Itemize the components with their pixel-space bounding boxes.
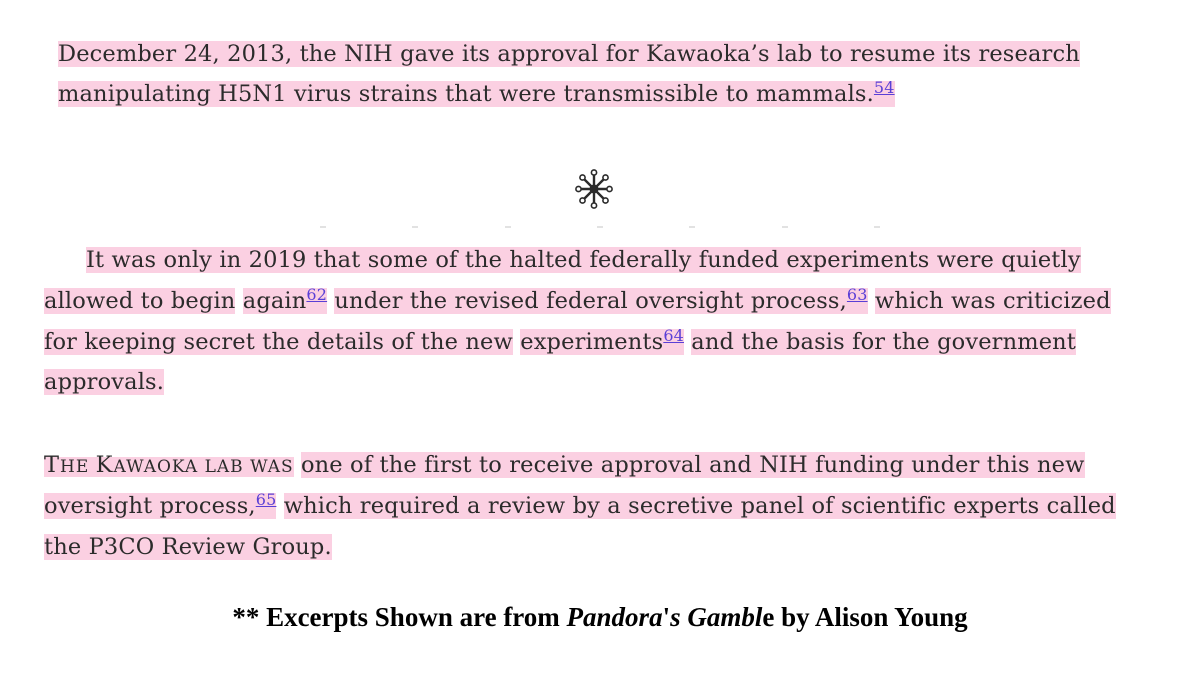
highlighted-text: experiments <box>520 329 664 355</box>
excerpt-3-line-2 <box>44 486 1116 526</box>
highlighted-text: manipulating H5N1 virus strains that were transmissible to mammals. <box>58 81 874 107</box>
footnote-link-54[interactable]: 54 <box>873 78 895 97</box>
book-title <box>670 602 762 632</box>
caption-prefix: ** Excerpts Shown are from <box>232 602 560 632</box>
book-title-apostrophe: ' <box>662 602 671 632</box>
excerpt-1-line-2 <box>58 74 895 114</box>
book-title-part: s Gambl <box>670 602 763 632</box>
footnote-link-63[interactable]: 63 <box>846 285 868 304</box>
highlight: allowed to begin <box>44 288 236 314</box>
highlight: which was criticized <box>874 288 1111 314</box>
highlight: and the basis for the government <box>691 329 1077 355</box>
asterism-ornament-icon <box>574 168 614 210</box>
highlight: approvals. <box>44 369 165 395</box>
highlight <box>520 326 684 355</box>
small-caps-initial: K <box>95 452 114 478</box>
small-caps-initial: T <box>44 452 61 478</box>
excerpt-2-line-4 <box>44 362 164 402</box>
footnote-link-62[interactable]: 62 <box>306 285 328 304</box>
book-title-end: e <box>762 602 775 632</box>
highlight <box>44 490 277 519</box>
highlight <box>334 285 868 314</box>
small-caps-text: LAB WAS <box>204 457 294 477</box>
highlight <box>58 78 895 107</box>
small-caps-text: AWAOKA <box>113 457 199 477</box>
highlight: for keeping secret the details of the new <box>44 329 513 355</box>
highlight: the P3CO Review Group. <box>44 534 332 560</box>
excerpt-2-line-1 <box>86 240 1081 280</box>
excerpt-2-line-3 <box>44 322 1076 362</box>
book-title <box>567 602 663 632</box>
excerpt-3-line-3 <box>44 527 332 567</box>
small-caps-lead-in <box>44 452 294 478</box>
book-title-part: Pandora <box>566 602 663 632</box>
footnote-link-65[interactable]: 65 <box>255 490 277 509</box>
source-caption <box>0 602 1200 633</box>
excerpt-1-line-1 <box>58 34 1080 74</box>
excerpt-3-line-1 <box>44 445 1085 485</box>
caption-author: by Alison Young <box>781 602 968 632</box>
highlighted-text: under the revised federal oversight process, <box>334 288 847 314</box>
small-caps-text: HE <box>60 457 90 477</box>
highlighted-text: again <box>242 288 307 314</box>
highlight <box>242 285 328 314</box>
highlight: one of the first to receive approval and NIH funding under this new <box>300 452 1085 478</box>
footnote-link-64[interactable]: 64 <box>663 326 684 345</box>
highlight: December 24, 2013, the NIH gave its approval for Kawaoka’s lab to resume its research <box>58 41 1080 67</box>
page-break-rule <box>320 226 880 232</box>
highlight: which required a review by a secretive panel of scientific experts called <box>283 493 1116 519</box>
highlight: It was only in 2019 that some of the halted federally funded experiments were quietly <box>86 247 1081 273</box>
highlighted-text: oversight process, <box>44 493 256 519</box>
excerpt-2-line-2 <box>44 281 1111 321</box>
